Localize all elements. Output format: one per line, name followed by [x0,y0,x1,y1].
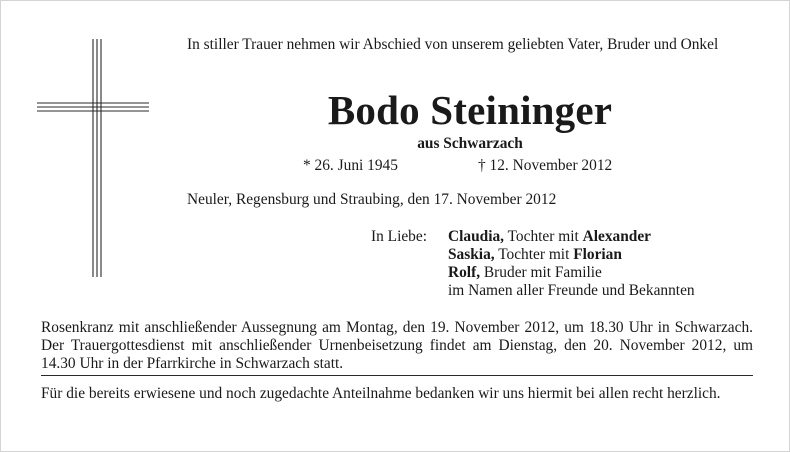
cross-icon [37,39,149,277]
mourner-partner: Florian [573,246,622,263]
mourner-partner: Alexander [582,228,652,245]
mourner-relation: Tochter mit [494,246,574,263]
mourner-line [448,264,602,282]
mourner-relation: Tochter mit [504,228,583,245]
intro-text: In stiller Trauer nehmen wir Abschied von unserem geliebten Vater, Bruder und Onkel [187,36,719,53]
mourner-name: Rolf, [448,264,481,281]
mourner-relation: im Namen aller Freunde und Bekannten [448,282,695,299]
mourner-name: Saskia, [448,246,495,263]
thanks-paragraph: Für die bereits erwiesene und noch zugedachte Anteilnahme bedanken wir uns hiermit bei allen recht herzlich. [41,385,721,402]
divider-line [41,375,753,376]
mourner-line [448,246,622,264]
mourners-label: In Liebe: [371,228,427,245]
death-date: † 12. November 2012 [478,157,613,174]
deceased-name: Bodo Steininger [327,87,613,133]
mourner-line [448,282,695,300]
origin-text: aus Schwarzach [417,135,523,152]
mourner-relation: Bruder mit Familie [480,264,602,281]
service-paragraph: Rosenkranz mit anschließender Aussegnung am Montag, den 19. November 2012, um 18.30 Uhr in Schwarzach. Der Trauergottesdienst mit anschließender Urnenbeisetzung findet am Dienstag, den 20. November 2012, um 14.30 Uhr in der Pfarrkirche in Schwarzach statt. [41,319,753,372]
birth-date: * 26. Juni 1945 [303,157,398,174]
mourner-line [448,228,651,246]
mourner-name: Claudia, [448,228,505,245]
place-date-line: Neuler, Regensburg und Straubing, den 17. November 2012 [187,191,557,208]
